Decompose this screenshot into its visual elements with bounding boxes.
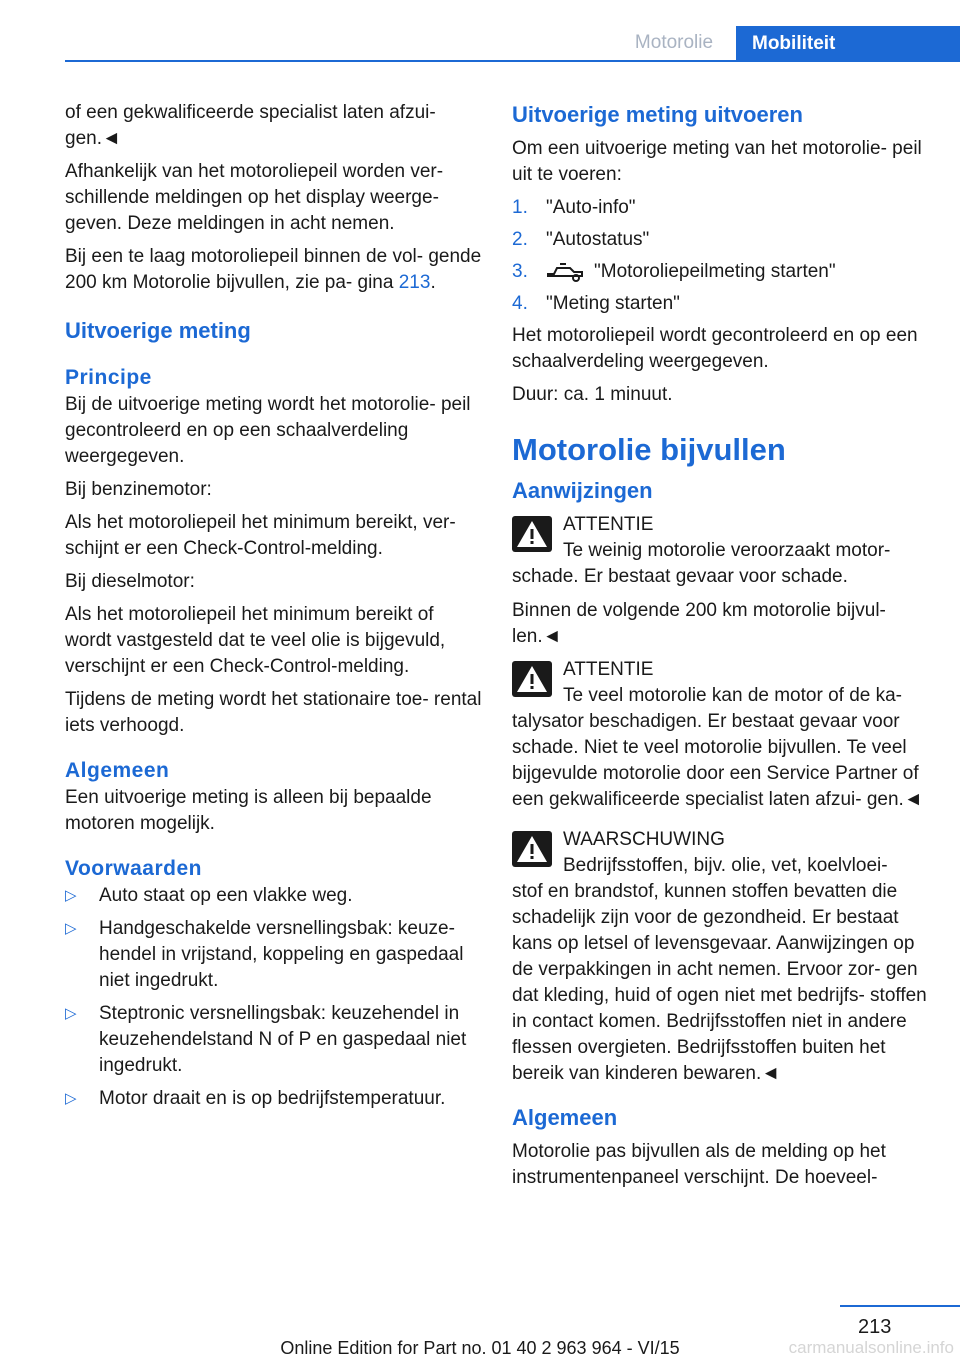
header-divider [65,60,736,62]
paragraph: Om een uitvoerige meting van het motorolie‐ peil uit te voeren: [512,138,922,185]
paragraph: Afhankelijk van het motoroliepeil worden ver‐ schillende meldingen op het display weerge‐ geven. Deze meldingen in acht nemen. [65,161,444,234]
paragraph [65,244,485,296]
paragraph: Bij benzinemotor: [65,479,212,500]
paragraph: Een uitvoerige meting is alleen bij bepaalde motoren mogelijk. [65,787,432,834]
section-heading-uitvoeren: Uitvoerige meting uitvoeren [512,102,803,127]
section-heading-aanwijzingen: Aanwijzingen [512,478,653,503]
numbered-step [512,227,932,253]
step-text: "Meting starten" [546,293,680,314]
step-text: "Motoroliepeilmeting starten" [594,261,836,282]
paragraph: Het motoroliepeil wordt gecontroleerd en op een schaalverdeling weergegeven. [512,325,918,372]
warning-block [512,512,932,590]
warning-text: schade. Er bestaat gevaar voor schade. [512,566,848,587]
page-link[interactable]: 213 [398,272,431,293]
paragraph: of een gekwalificeerde specialist laten afzui‐ gen.◄ [65,102,436,149]
car-oil-icon [546,262,586,282]
header-tab-mobiliteit[interactable]: Mobiliteit [736,26,960,62]
list-item [65,883,485,909]
paragraph: Binnen de volgende 200 km motorolie bijvul‐ len.◄ [512,600,886,647]
warning-title: WAARSCHUWING [563,829,725,850]
paragraph: Als het motoroliepeil het minimum bereikt, ver‐ schijnt er een Check-Control-melding. [65,512,456,559]
warning-text: talysator beschadigen. Er bestaat gevaar voor schade. Niet te veel motorolie bijvullen. Te veel bijgevulde motorolie door een Service Partner of een gekwalificeerde specialist laten afzui‐ gen.◄ [512,711,923,810]
list-item [65,916,485,994]
step-text: "Auto-info" [546,197,636,218]
step-number: 4. [512,293,528,314]
paragraph: Bij dieselmotor: [65,571,195,592]
numbered-step [512,195,932,221]
warning-text: Bedrijfsstoffen, bijv. olie, vet, koelvloei‐ [563,855,888,876]
section-heading-algemeen: Algemeen [512,1105,618,1130]
list-item-text: Motor draait en is op bedrijfstemperatuur. [99,1088,446,1109]
watermark: carmanualsonline.info [788,1338,954,1357]
list-item [65,1086,485,1112]
page-number: 213 [858,1316,892,1338]
step-number: 3. [512,261,528,282]
paragraph: Motorolie pas bijvullen als de melding op het instrumentenpaneel verschijnt. De hoeveel‐ [512,1141,886,1188]
paragraph-text: Bij een te laag motoroliepeil binnen de vol‐ gende 200 km Motorolie bijvullen, zie pa‐ gina [65,246,482,293]
paragraph: Duur: ca. 1 minuut. [512,384,673,405]
edition-footer: Online Edition for Part no. 01 40 2 963 964 - VI/15 [280,1338,680,1358]
numbered-step [512,259,932,285]
triangle-bullet-icon: ▷ [65,887,77,904]
list-item-text: Handgeschakelde versnellingsbak: keuze‐ hendel in vrijstand, koppeling en gaspedaal niet ingedrukt. [99,918,464,991]
header-tab-motorolie[interactable]: Motorolie [634,32,714,53]
paragraph: Tijdens de meting wordt het stationaire toe‐ rental iets verhoogd. [65,689,482,736]
list-item-text: Steptronic versnellingsbak: keuzehendel in keuzehendelstand N of P en gaspedaal niet ingedrukt. [99,1003,467,1076]
warning-title: ATTENTIE [563,514,654,535]
warning-text: Te veel motorolie kan de motor of de ka‐ [563,685,903,706]
right-column [512,100,932,1198]
step-number: 2. [512,229,528,250]
warning-text: stof en brandstof, kunnen stoffen bevatten die schadelijk zijn voor de gezondheid. Er bestaat kans op letsel of levensgevaar. Aanwijzingen op de verpakkingen in acht nemen. Ervoor zor‐ gen dat kleding, huid of ogen niet met bedrijfs‐ stoffen in contact komen. Bedrijfsstoffen niet in andere flessen overgieten. Bedrijfsstoffen buiten het bereik van kinderen bewaren.◄ [512,881,927,1084]
list-item [65,1001,485,1079]
warning-icon [512,831,552,867]
subheading-voorwaarden: Voorwaarden [65,857,202,880]
step-text: "Autostatus" [546,229,650,250]
step-number: 1. [512,197,528,218]
warning-icon [512,516,552,552]
triangle-bullet-icon: ▷ [65,1005,77,1022]
subheading-principe: Principe [65,366,152,389]
paragraph-text: . [430,272,436,293]
footer-divider [840,1305,960,1307]
section-heading-uitvoerige-meting: Uitvoerige meting [65,318,251,343]
warning-icon [512,661,552,697]
list-item-text: Auto staat op een vlakke weg. [99,885,353,906]
subheading-algemeen: Algemeen [65,759,170,782]
page-header [0,0,960,62]
warning-title: ATTENTIE [563,659,654,680]
left-column [65,100,485,1119]
paragraph: Als het motoroliepeil het minimum bereikt of wordt vastgesteld dat te veel olie is bijgevuld, verschijnt er een Check-Control-melding. [65,604,446,677]
numbered-step [512,291,932,317]
triangle-bullet-icon: ▷ [65,1090,77,1107]
chapter-heading-bijvullen: Motorolie bijvullen [512,432,786,467]
triangle-bullet-icon: ▷ [65,920,77,937]
warning-block [512,657,932,813]
warning-block [512,827,932,1087]
paragraph: Bij de uitvoerige meting wordt het motorolie‐ peil gecontroleerd en op een schaalverdeling weergegeven. [65,394,471,467]
warning-text: Te weinig motorolie veroorzaakt motor‐ [563,540,891,561]
